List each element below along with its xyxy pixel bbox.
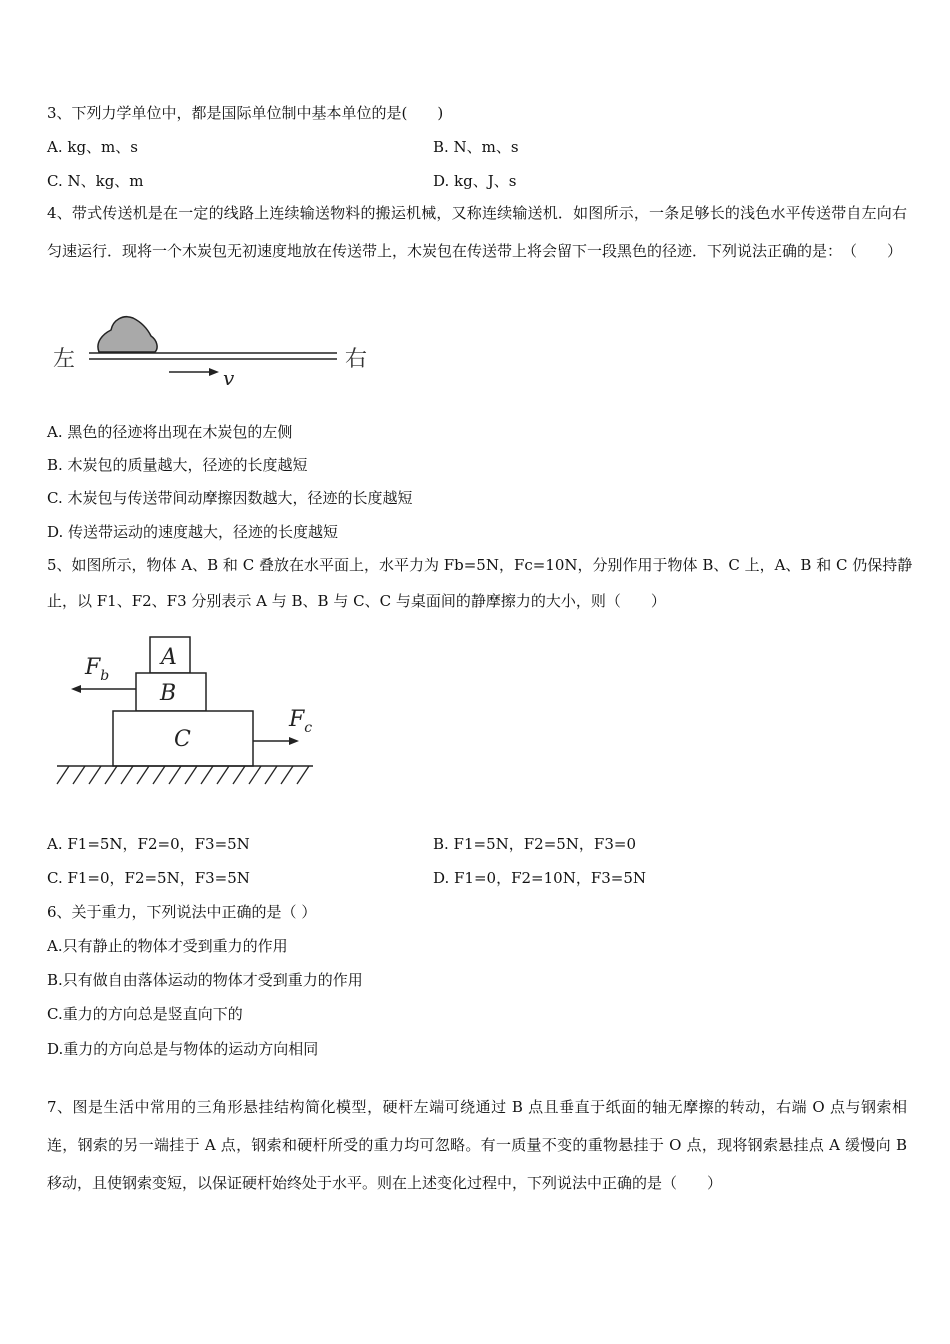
q3-option-c: C. N、kg、m [47,172,144,190]
force-b-label: $F_b$ [85,655,110,684]
q3-option-b: B. N、m、s [433,138,519,156]
q4-option-c: C. 木炭包与传送带间动摩擦因数越大，径迹的长度越短 [47,489,413,507]
q4-stem: 4、带式传送机是在一定的线路上连续输送物料的搬运机械，又称连续输送机．如图所示，一条足够长的浅色水平传送带自左向右匀速运行．现将一个木炭包无初速度地放在传送带上，木炭包在传送带上将会留下一段黑色的径迹．下列说法正确的是： （ ） [47,204,907,260]
charcoal-bag-shape [98,317,157,352]
q3-stem: 3、下列力学单位中，都是国际单位制中基本单位的是( ) [47,104,444,122]
q7-stem: 7、图是生活中常用的三角形悬挂结构简化模型，硬杆左端可绕通过 B 点且垂直于纸面的轴无摩擦的转动，右端 O 点与钢索相连，钢索的另一端挂于 A 点，钢索和硬杆所受的重力均可忽略。有一质量不变的重物悬挂于 O 点，现将钢索悬挂点 A 缓慢向 B 移动，且使钢索变短，以保证硬杆始终处于水平。则在上述变化过程中，下列说法中正确的是（ ） [47,1098,907,1192]
conveyor-belt-figure [47,308,387,394]
q6-option-c: C.重力的方向总是竖直向下的 [47,1005,243,1023]
q5-option-d: D. F1=0，F2=10N，F3=5N [433,869,647,887]
q3-option-a: A. kg、m、s [47,138,138,156]
q3-option-d: D. kg、J、s [433,172,517,190]
velocity-label: v [223,366,235,390]
ground-hatching [57,766,309,784]
block-c-label: C [174,727,191,752]
q5-stem-line2: 止，以 F1、F2、F3 分别表示 A 与 B、B 与 C、C 与桌面间的静摩擦力的大小，则（ ） [47,592,666,610]
q5-option-c: C. F1=0，F2=5N，F3=5N [47,869,250,887]
q5-stem-line1: 5、如图所示，物体 A、B 和 C 叠放在水平面上，水平力为 Fb=5N，Fc=10N，分别作用于物体 B、C 上，A、B 和 C 仍保持静 [47,556,913,574]
q6-option-b: B.只有做自由落体运动的物体才受到重力的作用 [47,971,363,989]
force-c-label: $F_c$ [289,707,313,736]
right-label: 右 [345,347,368,372]
q6-option-d: D.重力的方向总是与物体的运动方向相同 [47,1040,319,1058]
q6-option-a: A.只有静止的物体才受到重力的作用 [47,937,288,955]
q6-stem: 6、关于重力，下列说法中正确的是（ ） [47,903,317,921]
q4-option-b: B. 木炭包的质量越大，径迹的长度越短 [47,456,308,474]
stacked-blocks-figure [47,630,327,790]
block-b-label: B [160,681,177,706]
q5-option-b: B. F1=5N，F2=5N，F3=0 [433,835,636,853]
force-c-arrow-head [289,737,299,745]
q4-option-a: A. 黑色的径迹将出现在木炭包的左侧 [47,423,293,441]
q4-option-d: D. 传送带运动的速度越大，径迹的长度越短 [47,523,339,541]
block-a-label: A [161,645,177,670]
velocity-arrow-head [209,368,219,376]
q5-option-a: A. F1=5N，F2=0，F3=5N [47,835,250,853]
force-b-arrow-head [71,685,81,693]
left-label: 左 [53,347,76,372]
